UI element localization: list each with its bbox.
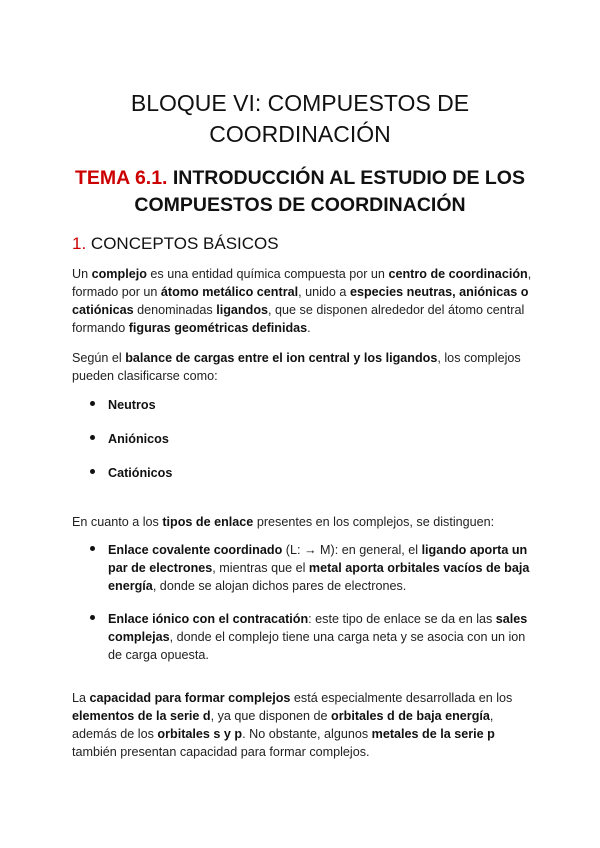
list-item-ionic-bond: Enlace iónico con el contracatión: este tipo de enlace se da en las sales complejas, donde el complejo tiene una carga neta y se asocia con un ion de carga opuesta. (108, 612, 528, 662)
bullet-icon (90, 430, 98, 438)
topic-heading (60, 165, 540, 219)
bullet-icon (90, 541, 98, 549)
list-item-covalent-bond: Enlace covalente coordinado (L: → M): en general, el ligando aporta un par de electrones, mientras que el metal aporta orbitales vacíos de baja energía, donde se alojan dichos pares de electrones. (108, 543, 530, 593)
paragraph-complex-definition: Un complejo es una entidad química compuesta por un centro de coordinación, formado por un átomo metálico central, unido a especies neutras, aniónicas o catiónicas denominadas ligandos, que se disponen alrededor del átomo central formando figuras geométricas definidas. (72, 267, 532, 335)
section-title: CONCEPTOS BÁSICOS (90, 234, 279, 253)
topic-number: TEMA 6.1. (75, 167, 168, 189)
list-item-cationicos: Catiónicos (108, 466, 173, 480)
bullet-icon (90, 396, 98, 404)
paragraph-complex-capacity: La capacidad para formar complejos está especialmente desarrollada en los elementos de la serie d, ya que disponen de orbitales d de baja energía, además de los orbitales s y p. No obstante, algunos metales de la serie p también presentan capacidad para formar complejos. (72, 691, 513, 759)
bullet-icon (90, 464, 98, 472)
paragraph-charge-balance: Según el balance de cargas entre el ion central y los ligandos, los complejos pueden clasificarse como: (72, 351, 521, 383)
list-item-anionicos: Aniónicos (108, 432, 169, 446)
document-title: BLOQUE VI: COMPUESTOS DE COORDINACIÓN (130, 90, 470, 147)
paragraph-bond-types: En cuanto a los tipos de enlace presentes en los complejos, se distinguen: (72, 515, 495, 529)
list-item-neutros: Neutros (108, 398, 156, 412)
bullet-icon (90, 610, 98, 618)
topic-title: INTRODUCCIÓN AL ESTUDIO DE LOS COMPUESTOS DE COORDINACIÓN (134, 167, 525, 216)
section-number: 1. (72, 234, 87, 253)
section-heading (72, 233, 279, 255)
